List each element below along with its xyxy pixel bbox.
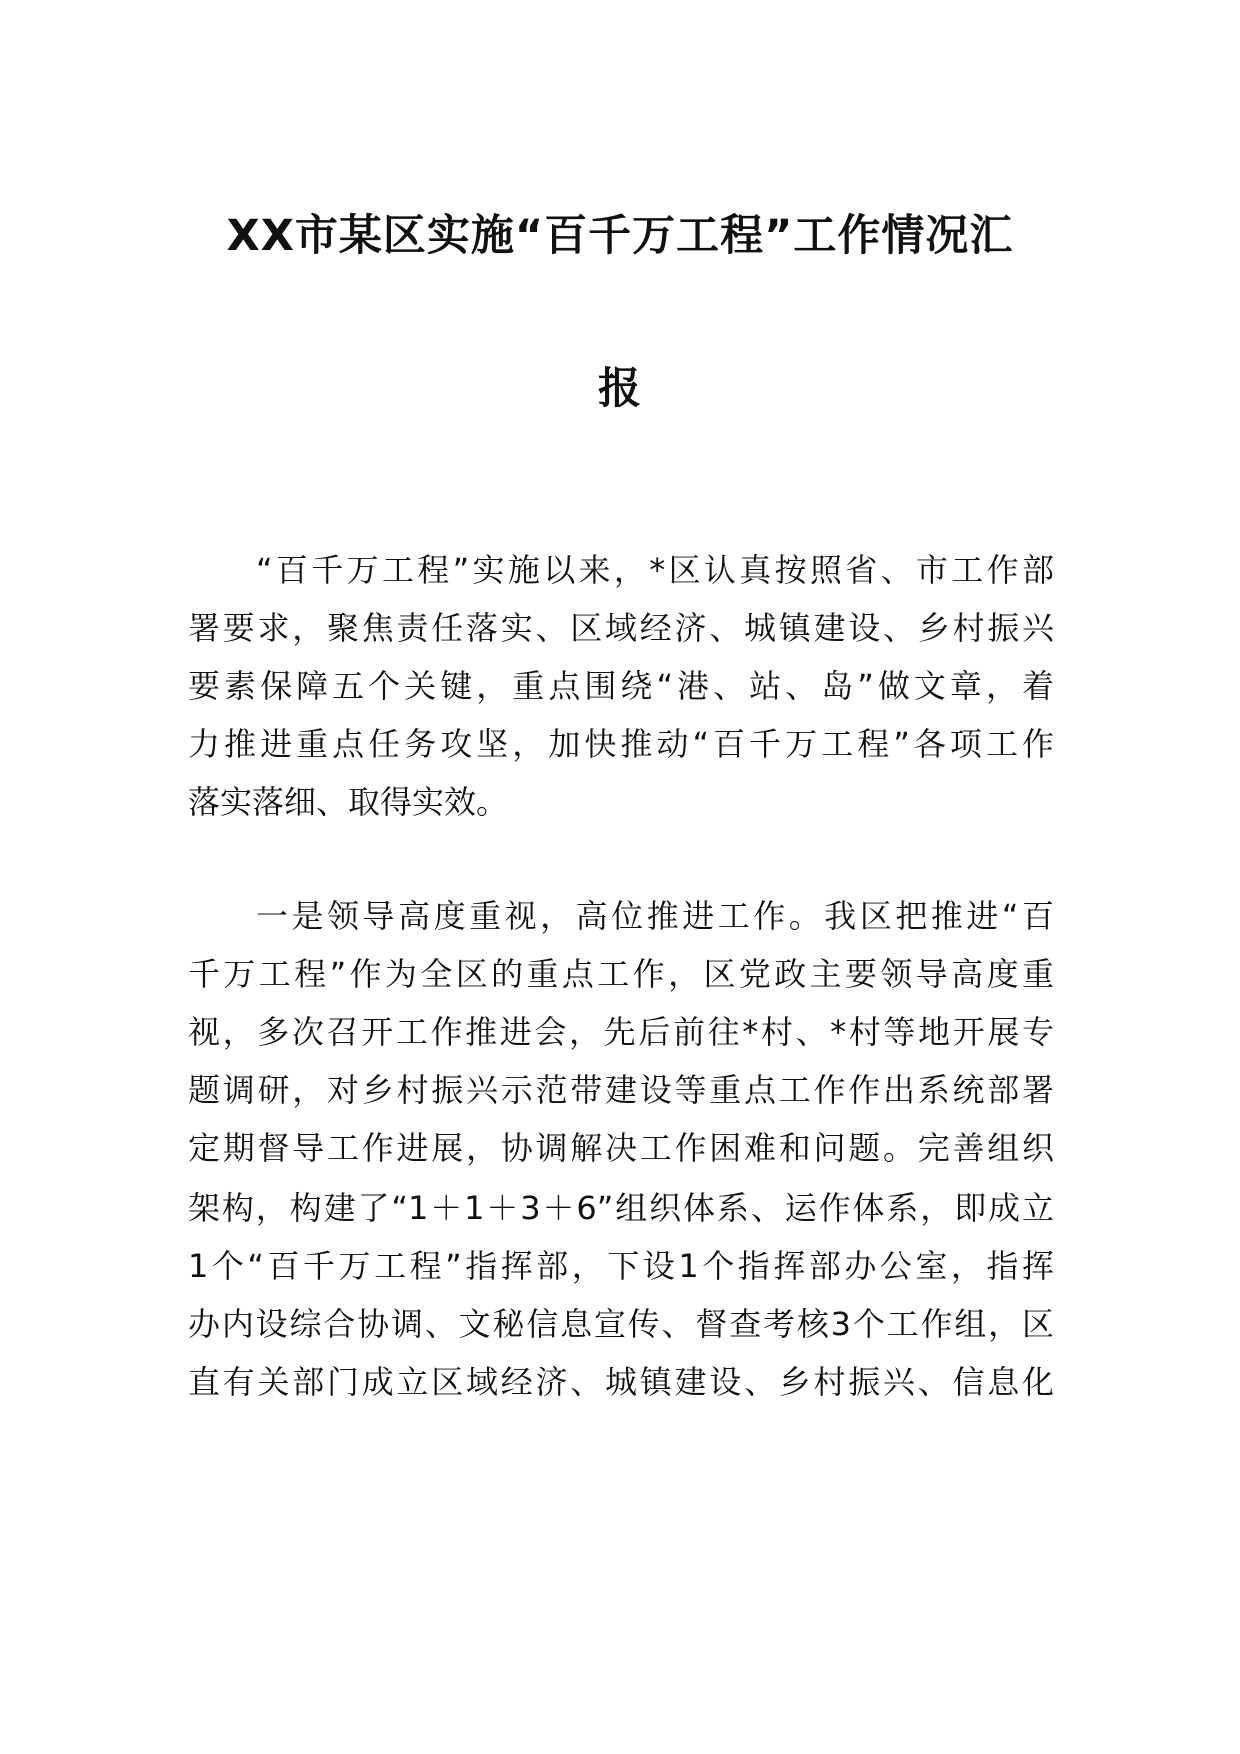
paragraph-2-line: 架构，构建了“1＋1＋3＋6”组织体系、运作体系，即成立 [188,1189,1054,1227]
paragraph-2-line: 视，多次召开工作推进会，先后前往*村、*村等地开展专 [188,1013,1054,1051]
paragraph-2-line: 1个“百千万工程”指挥部，下设1个指挥部办公室，指挥 [188,1247,1054,1285]
paragraph-1-line: 力推进重点任务攻坚，加快推动“百千万工程”各项工作 [188,725,1054,763]
paragraph-2-line: 一是领导高度重视，高位推进工作。我区把推进“百 [256,897,1054,935]
paragraph-2-line: 题调研，对乡村振兴示范带建设等重点工作作出系统部署 [188,1071,1054,1109]
paragraph-1-line: “百千万工程”实施以来，*区认真按照省、市工作部 [256,551,1054,589]
paragraph-2-line: 直有关部门成立区域经济、城镇建设、乡村振兴、信息化 [188,1363,1054,1401]
paragraph-2-line: 定期督导工作进展，协调解决工作困难和问题。完善组织 [188,1129,1054,1167]
document-title-line-1: XX市某区实施“百千万工程”工作情况汇 [226,211,1014,261]
document-title-line-2: 报 [598,364,642,414]
paragraph-1-line: 要素保障五个关键，重点围绕“港、站、岛”做文章，着 [188,667,1054,705]
paragraph-2-line: 办内设综合协调、文秘信息宣传、督查考核3个工作组，区 [188,1305,1054,1343]
paragraph-1-line: 署要求，聚焦责任落实、区域经济、城镇建设、乡村振兴 [188,609,1054,647]
paragraph-1-line: 落实落细、取得实效。 [188,783,509,821]
paragraph-2-line: 千万工程”作为全区的重点工作，区党政主要领导高度重 [188,955,1054,993]
